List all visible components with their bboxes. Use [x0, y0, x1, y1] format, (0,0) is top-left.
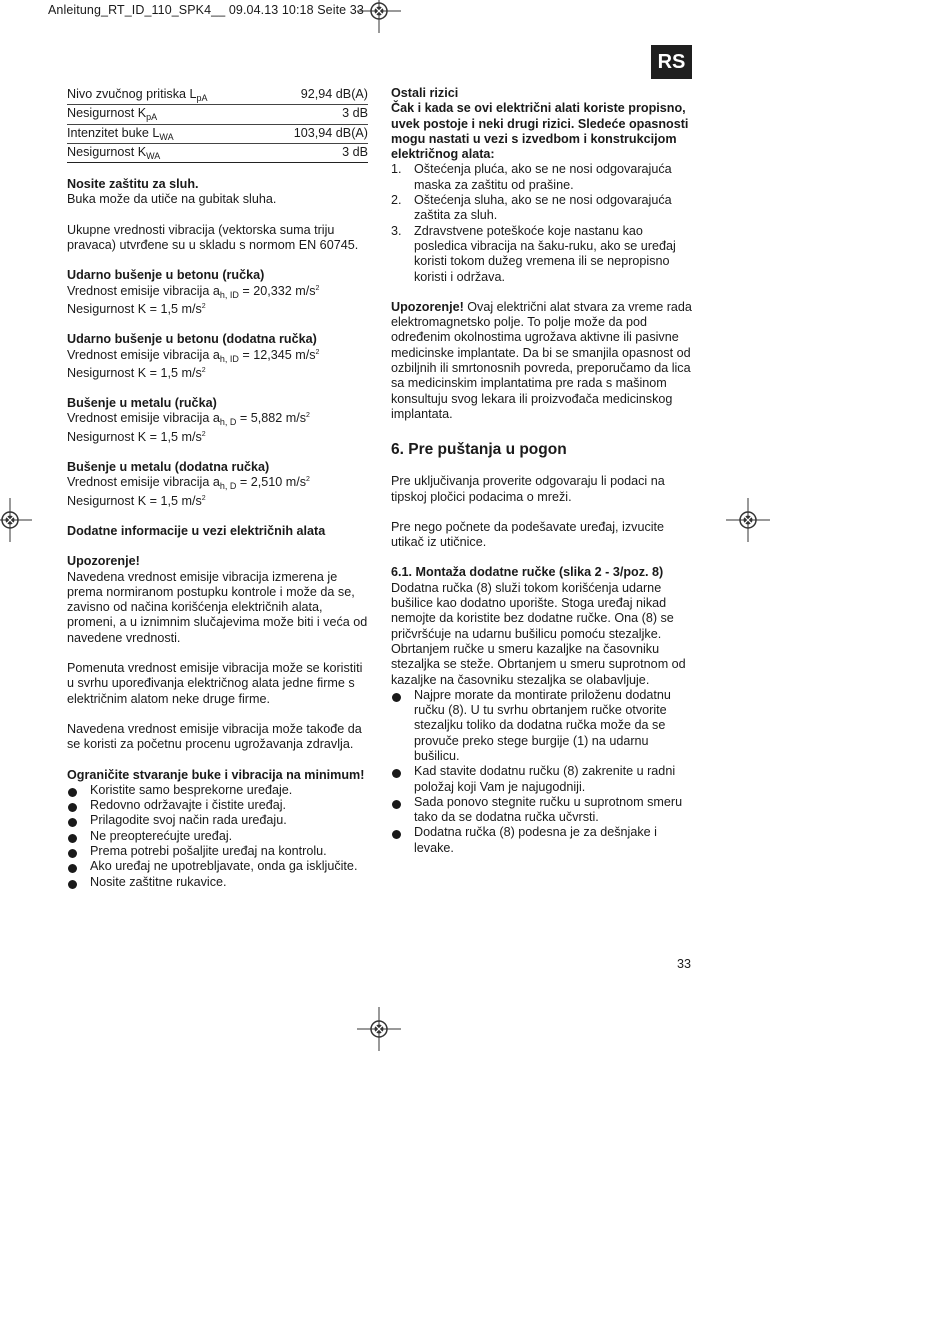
- comparison-text: Pomenuta vrednost emisije vibracija može se koristiti u svrhu upoređivanja električnog alata jedne firme s električnim alatom neke druge firme.: [67, 661, 363, 706]
- vibration-block-title: Bušenje u metalu (dodatna ručka): [67, 460, 270, 475]
- list-item: Prema potrebi pošaljite uređaj na kontrolu.: [67, 844, 368, 859]
- page-number: 33: [677, 957, 692, 971]
- list-item: Najpre morate da montirate priloženu dodatnu ručku (8). U tu svrhu obrtanjem ručke otvorite stezaljku toliko da dodatna ručka može da se provuče preko stege burgije (1) na udarnu bušilicu.: [391, 688, 693, 764]
- vibration-block: [67, 460, 368, 509]
- spec-value: 103,94 dB(A): [264, 124, 368, 143]
- list-item: 3. Zdravstvene poteškoće koje nastanu kao posledica vibracija na šaku-ruku, ako se uređaj koristi tokom dužeg vremena ili se nepropisno koristi i održava.: [391, 223, 676, 284]
- vibration-emission-value: Vrednost emisije vibracija $a_{h, ID} = 12,345$ $m/s^2$: [67, 347, 320, 364]
- emf-warning: Upozorenje! Ovaj električni alat stvara za vreme rada elektromagnetsko polje. To polje može da pod određenim okolnostima ugrožava aktivne ili pasivne medicinske implantate. Da bi se smanjila opasnost od ozbiljnih ili smrtonosnih povreda, preporučamo da lica sa medicinskim implantatima pre rada s mašinom konsultuju svog lekara ili proizvođača medicinskog implantata.: [391, 299, 692, 421]
- list-item: Ako uređaj ne upotrebljavate, onda ga isključite.: [67, 859, 368, 874]
- assessment-text: Navedena vrednost emisije vibracija može takođe da se koristi za početnu procenu ugrožavanja zdravlja.: [67, 721, 362, 752]
- vibration-intro: Ukupne vrednosti vibracija (vektorska suma triju pravaca) utvrđene su u skladu s normom EN 60745.: [67, 222, 359, 253]
- list-item: Nosite zaštitne rukavice.: [67, 875, 368, 890]
- print-header: Anleitung_RT_ID_110_SPK4__ 09.04.13 10:18 Seite 33: [48, 3, 364, 17]
- risks-list: [391, 162, 693, 284]
- handle-text: Dodatna ručka (8) služi tokom korišćenja udarne bušilice kao dodatno uporište. Stoga uređaj nikad nemojte da koristite bez dodatne ručke. Ona (8) se pričvršćuje na udarnu bušilicu pomoću stezaljke. Obrtanjem ručke u smeru kazaljke na časovniku stezaljka se steže. Obrtanjem u smeru suprotnom od kazaljke na časovniku stezaljka se olabavljuje.: [391, 580, 686, 687]
- vibration-block: [67, 268, 368, 317]
- spec-label: Nesigurnost $K_{pA}$: [67, 105, 264, 124]
- vibration-uncertainty: Nesigurnost K = 1,5 $m/s^2$: [67, 365, 206, 380]
- vibration-emission-value: Vrednost emisije vibracija $a_{h, D} = 2,510$ $m/s^2$: [67, 475, 310, 492]
- unplug-text: Pre nego počnete da podešavate uređaj, izvucite utikač iz utičnice.: [391, 519, 665, 550]
- vibration-block: [67, 332, 368, 381]
- vibration-block-title: Udarno bušenje u betonu (ručka): [67, 268, 265, 283]
- list-item: Dodatna ručka (8) podesna je za dešnjake i levake.: [391, 825, 693, 856]
- vibration-uncertainty: Nesigurnost K = 1,5 $m/s^2$: [67, 429, 206, 444]
- bullet-icon: [68, 788, 77, 797]
- right-column: [391, 86, 693, 856]
- list-item: Koristite samo besprekorne uređaje.: [67, 783, 368, 798]
- limit-list: [67, 783, 368, 890]
- vibration-emission-value: Vrednost emisije vibracija $a_{h, ID} = 20,332$ $m/s^2$: [67, 283, 320, 300]
- list-item: Sada ponovo stegnite ručku u suprotnom smeru tako da se dodatna ručka učvrsti.: [391, 795, 693, 826]
- noise-spec-table: [67, 86, 368, 163]
- list-item: 1. Oštećenja pluća, ako se ne nosi odgovarajuća maska za zaštitu od prašine.: [391, 162, 672, 192]
- list-item: Prilagodite svoj način rada uređaju.: [67, 813, 368, 828]
- vibration-block: [67, 396, 368, 445]
- registration-mark-icon: [0, 498, 32, 542]
- bullet-icon: [392, 830, 401, 839]
- risks-title: Ostali rizici: [391, 86, 459, 100]
- bullet-icon: [392, 800, 401, 809]
- section-title: 6. Pre puštanja u pogon: [391, 441, 567, 459]
- registration-mark-icon: [726, 498, 770, 542]
- risks-intro: Čak i kada se ovi električni alati koriste propisno, uvek postoje i neki drugi rizici. Sledeće opasnosti mogu nastati u vezi s izvedbom i konstrukcijom električnog alata:: [391, 101, 689, 162]
- list-item: Kad stavite dodatnu ručku (8) zakrenite u radni položaj koji Vam je najugodniji.: [391, 764, 693, 795]
- extra-info-title: Dodatne informacije u vezi električnih alata: [67, 523, 326, 538]
- spec-label: Intenzitet buke $L_{WA}$: [67, 124, 264, 143]
- bullet-icon: [68, 864, 77, 873]
- bullet-icon: [68, 880, 77, 889]
- spec-value: 3 dB: [264, 143, 368, 162]
- spec-value: 92,94 dB(A): [264, 86, 368, 105]
- table-row: [67, 105, 368, 124]
- table-row: [67, 86, 368, 105]
- limit-title: Ograničite stvaranje buke i vibracija na minimum!: [67, 767, 365, 782]
- handle-list: [391, 688, 693, 856]
- bullet-icon: [68, 803, 77, 812]
- registration-mark-icon: [357, 0, 401, 33]
- hearing-protection-text: Buka može da utiče na gubitak sluha.: [67, 192, 277, 207]
- check-text: Pre uključivanja proverite odgovaraju li podaci na tipskoj pločici podacima o mreži.: [391, 474, 665, 504]
- list-item: 2. Oštećenja sluha, ako se ne nosi odgovarajuća zaštita za sluh.: [391, 193, 672, 223]
- hearing-protection-title: Nosite zaštitu za sluh.: [67, 177, 199, 192]
- spec-value: 3 dB: [264, 105, 368, 124]
- warning-text: Navedena vrednost emisije vibracija izmerena je prema normiranom postupku kontrole i može da se, zavisno od načina korišćenja električnih alata, promeni, a u iznimnim slučajevima može biti i veća od navedene vrednosti.: [67, 569, 368, 645]
- bullet-icon: [392, 769, 401, 778]
- table-row: [67, 124, 368, 143]
- spec-label: Nivo zvučnog pritiska $L_{pA}$: [67, 86, 264, 105]
- vibration-emission-value: Vrednost emisije vibracija $a_{h, D} = 5,882$ $m/s^2$: [67, 411, 310, 428]
- vibration-uncertainty: Nesigurnost K = 1,5 $m/s^2$: [67, 301, 206, 316]
- table-row: [67, 143, 368, 162]
- bullet-icon: [68, 818, 77, 827]
- spec-label: Nesigurnost $K_{WA}$: [67, 143, 264, 162]
- list-item: Ne preopterećujte uređaj.: [67, 829, 368, 844]
- left-column: [67, 86, 368, 890]
- bullet-icon: [68, 849, 77, 858]
- list-item: Redovno održavajte i čistite uređaj.: [67, 798, 368, 813]
- vibration-uncertainty: Nesigurnost K = 1,5 $m/s^2$: [67, 493, 206, 508]
- vibration-block-title: Bušenje u metalu (ručka): [67, 396, 217, 411]
- warning-title: Upozorenje!: [67, 554, 140, 569]
- bullet-icon: [392, 693, 401, 702]
- language-badge: RS: [651, 45, 692, 79]
- vibration-block-title: Udarno bušenje u betonu (dodatna ručka): [67, 332, 317, 347]
- registration-mark-icon: [357, 1007, 401, 1051]
- bullet-icon: [68, 834, 77, 843]
- subsection-title: 6.1. Montaža dodatne ručke (slika 2 - 3/poz. 8): [391, 565, 664, 580]
